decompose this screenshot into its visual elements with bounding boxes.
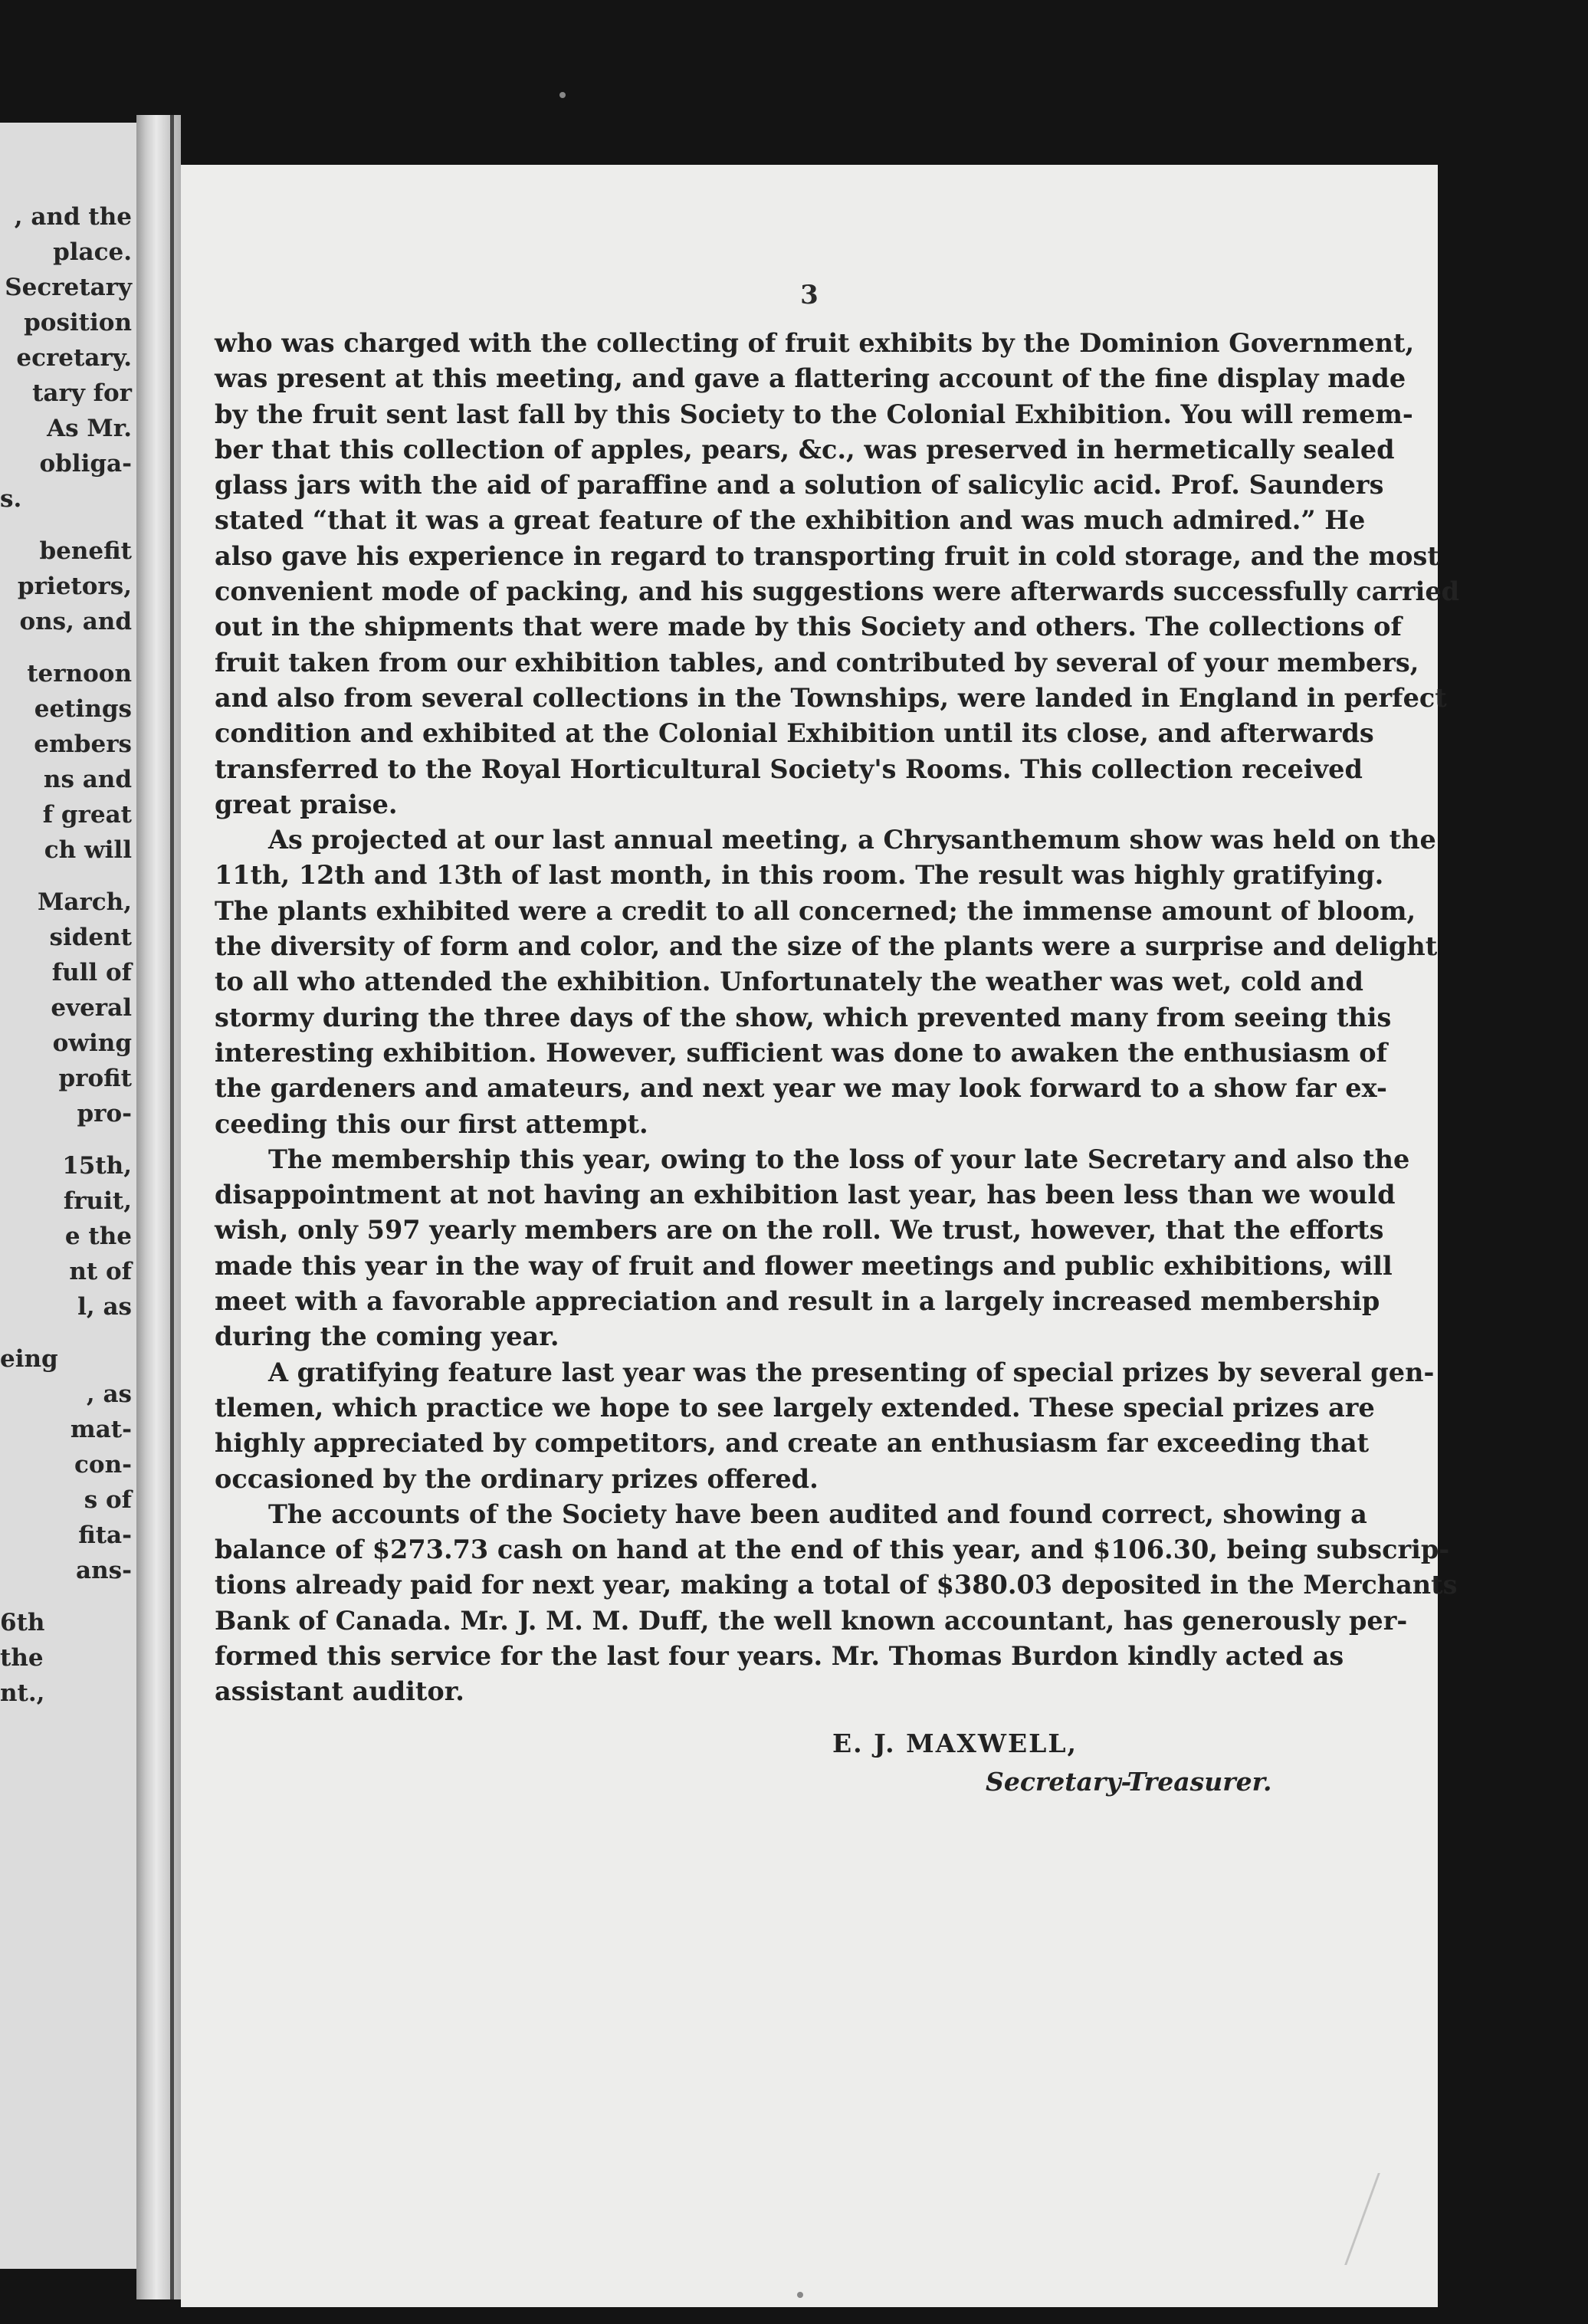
left-page-fragment-line: con-: [74, 1451, 132, 1479]
page-number: 3: [800, 280, 819, 310]
left-page-fragment-line: prietors,: [17, 573, 132, 600]
page-corner-crease: [1344, 2173, 1426, 2265]
left-page-fragment-line: pro-: [77, 1100, 132, 1128]
text-line: fruit taken from our exhibition tables, and contributed by several of your members,: [215, 647, 1419, 678]
text-line: the gardeners and amateurs, and next year we may look forward to a show far ex-: [215, 1073, 1387, 1104]
text-line: wish, only 597 yearly members are on the roll. We trust, however, that the efforts: [215, 1215, 1384, 1246]
left-page-fragment-line: place.: [53, 238, 132, 266]
text-line: out in the shipments that were made by this Society and others. The collections of: [215, 612, 1402, 642]
dust-speck: [559, 92, 566, 98]
left-page-fragment-line: mat-: [70, 1416, 132, 1443]
text-line: highly appreciated by competitors, and create an enthusiasm far exceeding that: [215, 1428, 1370, 1459]
left-page-fragment-line: fita-: [78, 1521, 132, 1549]
book-spine: [136, 115, 181, 2299]
left-page-fragment-line: profit: [58, 1065, 132, 1092]
left-page-fragment: [0, 123, 136, 2269]
left-page-fragment-line: e the: [64, 1223, 132, 1250]
text-line: was present at this meeting, and gave a flattering account of the fine display made: [215, 363, 1406, 394]
text-line: transferred to the Royal Horticultural Society's Rooms. This collection received: [215, 753, 1363, 784]
text-line: tions already paid for next year, making a total of $380.03 deposited in the Merchants: [215, 1570, 1458, 1600]
document-page: [181, 165, 1460, 2307]
text-line: ceeding this our first attempt.: [215, 1108, 648, 1139]
left-page-fragment-line: benefit: [39, 537, 132, 565]
text-line: As projected at our last annual meeting, a Chrysanthemum show was held on the: [268, 825, 1436, 855]
text-line: ber that this collection of apples, pears, &c., was preserved in hermetically sealed: [215, 434, 1395, 464]
text-line: Bank of Canada. Mr. J. M. M. Duff, the well known accountant, has generously per-: [215, 1605, 1408, 1636]
text-line: The accounts of the Society have been audited and found correct, showing a: [268, 1498, 1367, 1529]
text-line: great praise.: [215, 789, 398, 819]
left-page-fragment-line: position: [24, 309, 132, 336]
text-line: to all who attended the exhibition. Unfortunately the weather was wet, cold and: [215, 967, 1363, 997]
left-page-fragment-line: March,: [38, 888, 132, 916]
text-line: made this year in the way of fruit and flower meetings and public exhibitions, will: [215, 1250, 1393, 1281]
text-line: convenient mode of packing, and his suggestions were afterwards successfully carried: [215, 576, 1460, 607]
left-page-fragment-line: ons, and: [19, 608, 132, 635]
left-page-fragment-line: , and the: [14, 203, 132, 231]
text-line: who was charged with the collecting of fruit exhibits by the Dominion Government,: [215, 328, 1415, 358]
left-page-fragment-line: obliga-: [39, 450, 132, 478]
text-line: meet with a favorable appreciation and result in a largely increased membership: [215, 1286, 1380, 1317]
text-line: the diversity of form and color, and the size of the plants were a surprise and delight: [215, 931, 1438, 962]
text-line: stormy during the three days of the show, which prevented many from seeing this: [215, 1002, 1392, 1032]
signatory-name: E. J. MAXWELL,: [832, 1728, 1078, 1758]
text-line: disappointment at not having an exhibition last year, has been less than we would: [215, 1180, 1396, 1210]
left-page-fragment-line: s of: [84, 1486, 132, 1514]
left-page-fragment-line: the: [0, 1644, 44, 1672]
text-line: stated “that it was a great feature of the exhibition and was much admired.” He: [215, 505, 1366, 536]
text-line: during the coming year.: [215, 1321, 559, 1352]
text-line: The plants exhibited were a credit to all concerned; the immense amount of bloom,: [215, 895, 1416, 926]
left-page-fragment-line: embers: [34, 730, 132, 758]
text-line: also gave his experience in regard to transporting fruit in cold storage, and the most: [215, 540, 1439, 571]
left-page-fragment-line: ch will: [44, 836, 132, 864]
text-line: and also from several collections in the Townships, were landed in England in perfect: [215, 682, 1447, 713]
left-page-fragment-line: everal: [51, 994, 132, 1022]
left-page-fragment-line: sident: [49, 924, 132, 951]
left-page-fragment-line: eing: [0, 1345, 58, 1373]
left-page-fragment-line: , as: [86, 1380, 132, 1408]
text-line: by the fruit sent last fall by this Society to the Colonial Exhibition. You will remem-: [215, 399, 1413, 429]
text-line: formed this service for the last four years. Mr. Thomas Burdon kindly acted as: [215, 1640, 1344, 1671]
left-page-fragment-line: ns and: [43, 766, 132, 793]
text-line: condition and exhibited at the Colonial Exhibition until its close, and afterwards: [215, 718, 1374, 749]
left-page-fragment-line: 6th: [0, 1609, 45, 1636]
body-text: [215, 326, 1460, 1710]
left-page-fragment-line: 15th,: [62, 1152, 132, 1180]
left-page-fragment-line: ternoon: [27, 660, 132, 688]
left-page-fragment-line: fruit,: [63, 1187, 132, 1215]
text-line: A gratifying feature last year was the presenting of special prizes by several gen-: [268, 1357, 1435, 1387]
signatory-title: Secretary-Treasurer.: [986, 1767, 1272, 1797]
left-page-fragment-line: Secretary: [5, 274, 132, 301]
left-page-fragment-line: ecretary.: [16, 344, 132, 372]
text-line: assistant auditor.: [215, 1676, 464, 1707]
text-line: tlemen, which practice we hope to see largely extended. These special prizes are: [215, 1392, 1375, 1423]
left-page-fragment-line: As Mr.: [47, 415, 132, 442]
text-line: balance of $273.73 cash on hand at the end of this year, and $106.30, being subscrip-: [215, 1535, 1450, 1565]
left-page-fragment-line: nt.,: [0, 1679, 45, 1707]
text-line: The membership this year, owing to the loss of your late Secretary and also the: [268, 1144, 1410, 1174]
spine-fold-line: [170, 115, 174, 2299]
left-page-fragment-line: s.: [0, 485, 22, 513]
dust-speck: [797, 2292, 803, 2298]
left-page-fragment-line: f great: [42, 801, 132, 829]
text-line: occasioned by the ordinary prizes offered.: [215, 1463, 819, 1494]
left-page-fragment-line: l, as: [77, 1293, 132, 1321]
left-page-fragment-line: eetings: [34, 695, 132, 723]
text-line: interesting exhibition. However, sufficient was done to awaken the enthusiasm of: [215, 1037, 1388, 1068]
left-page-fragment-line: tary for: [32, 379, 132, 407]
left-page-fragment-line: full of: [51, 959, 132, 986]
left-page-fragment-line: owing: [52, 1029, 132, 1057]
text-line: 11th, 12th and 13th of last month, in this room. The result was highly gratifying.: [215, 860, 1384, 891]
left-page-fragment-line: ans-: [76, 1557, 132, 1584]
left-page-fragment-line: nt of: [69, 1258, 132, 1285]
text-line: glass jars with the aid of paraffine and a solution of salicylic acid. Prof. Saunders: [215, 470, 1384, 501]
